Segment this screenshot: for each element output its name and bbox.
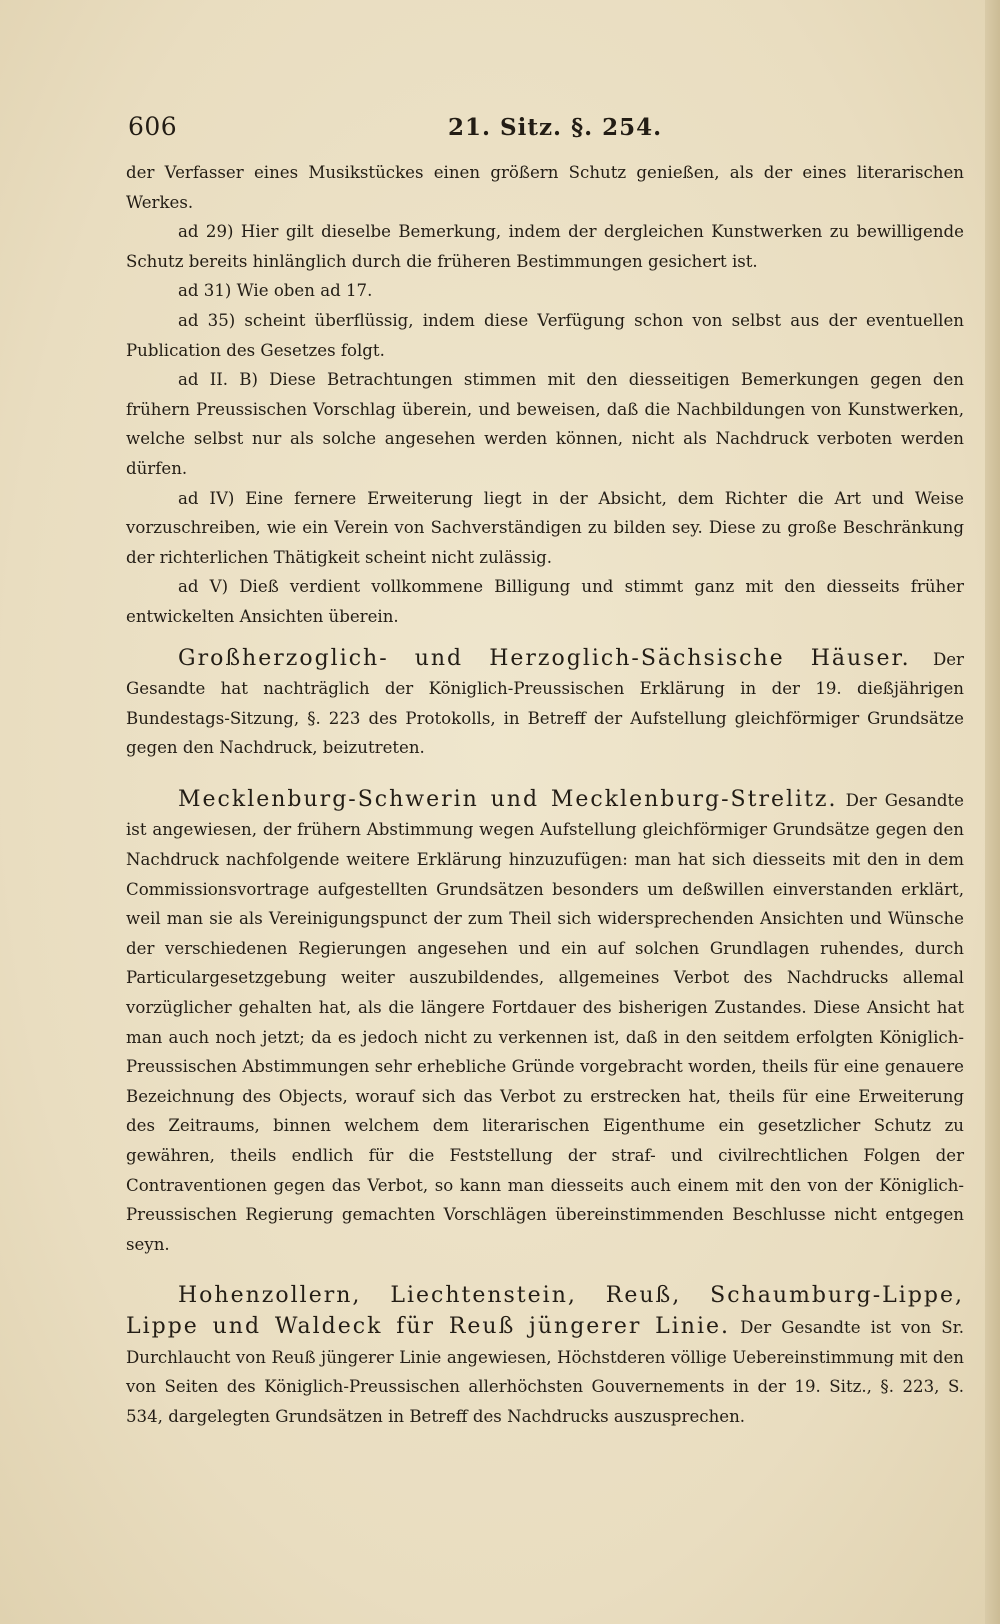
- paragraph: ad V) Dieß verdient vollkommene Billigung und stimmt ganz mit den diesseits früher entwickelten Ansichten überein.: [126, 577, 964, 626]
- section-text: Der Gesandte hat nachträglich der Königlich-Preussischen Erklärung in der 19. dießjährigen Bundestags-Sitzung, §. 223 des Protokolls, in Betreff der Aufstellung gleichförmiger Grundsätze gegen den Nachdruck, beizutreten.: [126, 649, 964, 758]
- section-mecklenburg: [126, 785, 964, 1260]
- paragraph: ad IV) Eine fernere Erweiterung liegt in der Absicht, dem Richter die Art und Weise vorzuschreiben, wie ein Verein von Sachverständigen zu bilden sey. Diese zu große Beschränkung der richterlichen Thätigkeit scheint nicht zulässig.: [126, 488, 964, 567]
- section-title: Mecklenburg-Schwerin und Mecklenburg-Strelitz.: [178, 786, 838, 812]
- section-text: Der Gesandte ist angewiesen, der frühern Abstimmung wegen Aufstellung gleichförmiger Grundsätze gegen den Nachdruck nachfolgende weitere Erklärung hinzuzufügen: man hat sich diesseits mit den in dem Commissionsvortrage aufgestellten Grundsätzen besonders um deßwillen einverstanden erklärt, weil man sie als Vereinigungspunct der zum Theil sich widersprechenden Ansichten und Wünsche der verschiedenen Regierungen angesehen und ein auf solchen Grundlagen ruhendes, durch Particulargesetzgebung weiter auszubildendes, allgemeines Verbot des Nachdrucks allemal vorzüglicher gehalten hat, als die längere Fortdauer des bisherigen Zustandes. Diese Ansicht hat man auch noch jetzt; da es jedoch nicht zu verkennen ist, daß in den seitdem erfolgten Königlich-Preussischen Abstimmungen sehr erhebliche Gründe vorgebracht worden, theils für eine genauere Bezeichnung des Objects, worauf sich das Verbot zu erstrecken hat, theils für eine Erweiterung des Zeitraums, binnen welchem dem literarischen Eigenthume ein gesetzlicher Schutz zu gewähren, theils endlich für die Feststellung der straf- und civilrechtlichen Folgen der Contraventionen gegen das Verbot, so kann man diesseits auch einem mit den von der Königlich-Preussischen Regierung gemachten Vorschlägen übereinstimmenden Beschlusse nicht entgegen seyn.: [126, 790, 964, 1254]
- section-text: Der Gesandte ist von Sr. Durchlaucht von Reuß jüngerer Linie angewiesen, Höchstderen völlige Uebereinstimmung mit den von Seiten des Königlich-Preussischen allerhöchsten Gouvernements in der 19. Sitz., §. 223, S. 534, dargelegten Grundsätzen in Betreff des Nachdrucks auszusprechen.: [126, 1317, 965, 1426]
- paragraph: ad II. B) Diese Betrachtungen stimmen mit den diesseitigen Bemerkungen gegen den frühern Preussischen Vorschlag überein, und beweisen, daß die Nachbildungen von Kunstwerken, welche selbst nur als solche angesehen werden können, nicht als Nachdruck verboten werden dürfen.: [126, 370, 964, 478]
- running-head: 21. Sitz. §. 254.: [448, 114, 663, 141]
- page-number: 606: [128, 112, 178, 141]
- section-grossherzoglich: [126, 644, 964, 763]
- page-edge: [985, 0, 1000, 1624]
- section-title: Hohenzollern, Liechtenstein, Reuß, Schaumburg-Lippe, Lippe und Waldeck für Reuß jüngerer Linie.: [126, 1283, 964, 1339]
- paragraph: ad 31) Wie oben ad 17.: [178, 281, 373, 301]
- section-title: Großherzoglich- und Herzoglich-Sächsische Häuser.: [178, 645, 911, 671]
- paragraph: der Verfasser eines Musikstückes einen größern Schutz genießen, als der eines literarischen Werkes.: [126, 163, 964, 212]
- paragraph: ad 29) Hier gilt dieselbe Bemerkung, indem der dergleichen Kunstwerken zu bewilligende Schutz bereits hinlänglich durch die früheren Bestimmungen gesichert ist.: [126, 222, 964, 271]
- page-header: [128, 112, 963, 142]
- paragraph: ad 35) scheint überflüssig, indem diese Verfügung schon von selbst aus der eventuellen Publication des Gesetzes folgt.: [126, 310, 964, 360]
- page-body: [126, 158, 964, 1431]
- section-hohenzollern: [126, 1281, 964, 1431]
